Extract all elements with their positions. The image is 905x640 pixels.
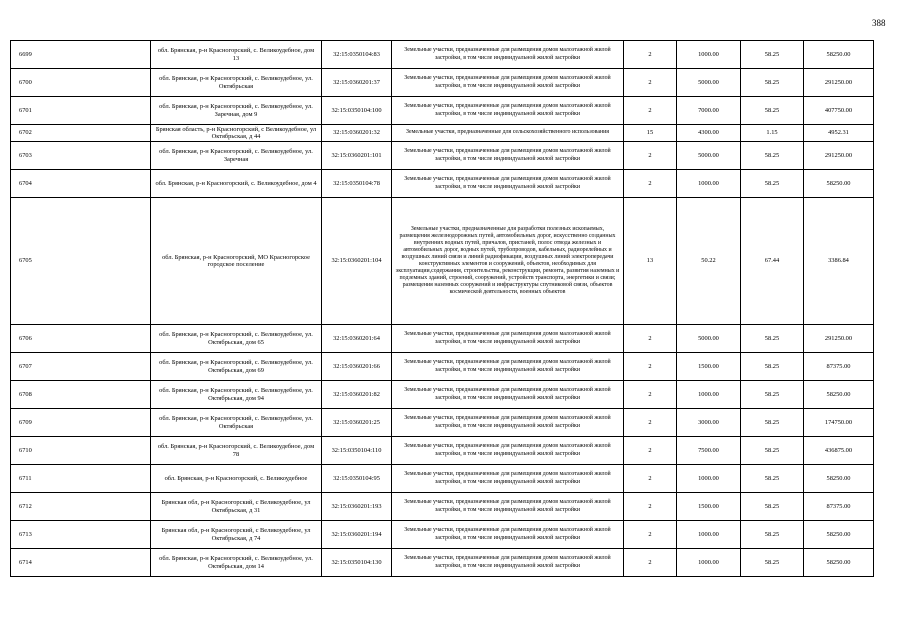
group-cell: 2 xyxy=(624,549,677,577)
table-row xyxy=(11,142,874,170)
group-cell: 2 xyxy=(624,41,677,69)
row-number-cell: 6699 xyxy=(11,41,151,69)
table-row xyxy=(11,521,874,549)
row-number-cell: 6703 xyxy=(11,142,151,170)
group-cell: 2 xyxy=(624,97,677,125)
specific-value-cell: 1.15 xyxy=(741,125,804,142)
area-cell: 1500.00 xyxy=(677,353,741,381)
cadastral-value-cell: 436875.00 xyxy=(804,437,874,465)
table-row xyxy=(11,493,874,521)
land-use-cell: Земельные участки, предназначенные для размещения домов малоэтажной жилой застройки, в том числе индивидуальной жилой застройки xyxy=(392,353,624,381)
row-number-cell: 6714 xyxy=(11,549,151,577)
land-use-cell: Земельные участки, предназначенные для сельскохозяйственного использования xyxy=(392,125,624,142)
group-cell: 2 xyxy=(624,521,677,549)
table-row xyxy=(11,41,874,69)
cadastral-value-cell: 58250.00 xyxy=(804,41,874,69)
area-cell: 4300.00 xyxy=(677,125,741,142)
specific-value-cell: 58.25 xyxy=(741,41,804,69)
cadastral-number-cell: 32:15:0350104:130 xyxy=(322,549,392,577)
group-cell: 2 xyxy=(624,493,677,521)
table-row xyxy=(11,125,874,142)
table-body xyxy=(11,41,874,577)
row-number-cell: 6712 xyxy=(11,493,151,521)
group-cell: 2 xyxy=(624,409,677,437)
specific-value-cell: 58.25 xyxy=(741,69,804,97)
row-number-cell: 6713 xyxy=(11,521,151,549)
row-number-cell: 6701 xyxy=(11,97,151,125)
row-number-cell: 6704 xyxy=(11,170,151,198)
address-cell: Брянская область, р-н Красногорский, с Великоудебное, ул Октябрьская, д 44 xyxy=(151,125,322,142)
table-row xyxy=(11,409,874,437)
row-number-cell: 6700 xyxy=(11,69,151,97)
cadastral-number-cell: 32:15:0350104:100 xyxy=(322,97,392,125)
area-cell: 1000.00 xyxy=(677,381,741,409)
land-use-cell: Земельные участки, предназначенные для размещения домов малоэтажной жилой застройки, в том числе индивидуальной жилой застройки xyxy=(392,97,624,125)
address-cell: обл. Брянская, р-н Красногорский, с. Великоудебное, ул. Октябрьская, дом 94 xyxy=(151,381,322,409)
cadastral-value-cell: 407750.00 xyxy=(804,97,874,125)
address-cell: обл. Брянская, р-н Красногорский, с. Великоудебное xyxy=(151,465,322,493)
group-cell: 2 xyxy=(624,170,677,198)
address-cell: обл. Брянская, р-н Красногорский, с. Великоудебное, ул. Октябрьская, дом 65 xyxy=(151,325,322,353)
table-row xyxy=(11,549,874,577)
specific-value-cell: 58.25 xyxy=(741,325,804,353)
table-row xyxy=(11,437,874,465)
row-number-cell: 6710 xyxy=(11,437,151,465)
row-number-cell: 6711 xyxy=(11,465,151,493)
table-row xyxy=(11,381,874,409)
specific-value-cell: 58.25 xyxy=(741,97,804,125)
group-cell: 2 xyxy=(624,381,677,409)
land-use-cell: Земельные участки, предназначенные для размещения домов малоэтажной жилой застройки, в том числе индивидуальной жилой застройки xyxy=(392,521,624,549)
cadastral-number-cell: 32:15:0360201:66 xyxy=(322,353,392,381)
cadastral-value-cell: 4952.31 xyxy=(804,125,874,142)
row-number-cell: 6706 xyxy=(11,325,151,353)
cadastral-number-cell: 32:15:0360201:193 xyxy=(322,493,392,521)
cadastral-number-cell: 32:15:0350104:110 xyxy=(322,437,392,465)
cadastral-number-cell: 32:15:0360201:82 xyxy=(322,381,392,409)
cadastral-value-cell: 58250.00 xyxy=(804,381,874,409)
group-cell: 13 xyxy=(624,198,677,325)
specific-value-cell: 58.25 xyxy=(741,549,804,577)
address-cell: Брянская обл, р-н Красногорский, с Великоудебное, ул Октябрьская, д 31 xyxy=(151,493,322,521)
specific-value-cell: 58.25 xyxy=(741,381,804,409)
cadastral-number-cell: 32:15:0360201:101 xyxy=(322,142,392,170)
cadastral-value-cell: 87375.00 xyxy=(804,353,874,381)
cadastral-value-cell: 291250.00 xyxy=(804,142,874,170)
cadastral-value-cell: 58250.00 xyxy=(804,465,874,493)
cadastral-number-cell: 32:15:0350104:78 xyxy=(322,170,392,198)
group-cell: 2 xyxy=(624,353,677,381)
area-cell: 1000.00 xyxy=(677,521,741,549)
specific-value-cell: 58.25 xyxy=(741,465,804,493)
group-cell: 2 xyxy=(624,325,677,353)
group-cell: 2 xyxy=(624,69,677,97)
land-use-cell: Земельные участки, предназначенные для размещения домов малоэтажной жилой застройки, в том числе индивидуальной жилой застройки xyxy=(392,69,624,97)
land-use-cell: Земельные участки, предназначенные для разработки полезных ископаемых, размещения железнодорожных путей, автомобильных дорог, искусственно созданных внутренних водных путей, причалов, пристаней, полос отвода железных и автомобильных дорог, водных путей, трубопроводов, кабельных, радиорелейных и воздушных линий связи и линий радиофикации, воздушных линий электропередачи конструктивных элементов и сооружений, объектов, необходимых для эксплуатации,содержания, строительства, реконструкции, ремонта, развития наземных и подземных зданий, строений, сооружений, устройств транспорта, энергетики и связи; размещения наземных сооружений и инфраструктуры спутниковой связи, объектов космической деятельности, военных объектов xyxy=(392,198,624,325)
table-row xyxy=(11,69,874,97)
land-use-cell: Земельные участки, предназначенные для размещения домов малоэтажной жилой застройки, в том числе индивидуальной жилой застройки xyxy=(392,437,624,465)
land-use-cell: Земельные участки, предназначенные для размещения домов малоэтажной жилой застройки, в том числе индивидуальной жилой застройки xyxy=(392,409,624,437)
row-number-cell: 6707 xyxy=(11,353,151,381)
cadastral-number-cell: 32:15:0360201:64 xyxy=(322,325,392,353)
cadastral-number-cell: 32:15:0360201:25 xyxy=(322,409,392,437)
cadastral-value-cell: 58250.00 xyxy=(804,521,874,549)
specific-value-cell: 58.25 xyxy=(741,437,804,465)
address-cell: обл. Брянская, р-н Красногорский, с. Великоудебное, дом 13 xyxy=(151,41,322,69)
group-cell: 2 xyxy=(624,437,677,465)
group-cell: 15 xyxy=(624,125,677,142)
specific-value-cell: 58.25 xyxy=(741,493,804,521)
cadastral-value-cell: 3386.84 xyxy=(804,198,874,325)
cadastral-number-cell: 32:15:0360201:32 xyxy=(322,125,392,142)
specific-value-cell: 58.25 xyxy=(741,170,804,198)
cadastral-number-cell: 32:15:0360201:37 xyxy=(322,69,392,97)
page-number: 388 xyxy=(872,18,886,28)
address-cell: обл. Брянская, р-н Красногорский, МО Красногорское городское поселение xyxy=(151,198,322,325)
address-cell: обл. Брянская, р-н Красногорский, с. Великоудебное, дом 4 xyxy=(151,170,322,198)
specific-value-cell: 58.25 xyxy=(741,409,804,437)
row-number-cell: 6708 xyxy=(11,381,151,409)
cadastral-number-cell: 32:15:0350104:83 xyxy=(322,41,392,69)
cadastral-value-cell: 58250.00 xyxy=(804,549,874,577)
land-use-cell: Земельные участки, предназначенные для размещения домов малоэтажной жилой застройки, в том числе индивидуальной жилой застройки xyxy=(392,170,624,198)
land-use-cell: Земельные участки, предназначенные для размещения домов малоэтажной жилой застройки, в том числе индивидуальной жилой застройки xyxy=(392,465,624,493)
cadastral-value-cell: 174750.00 xyxy=(804,409,874,437)
table-row xyxy=(11,170,874,198)
specific-value-cell: 67.44 xyxy=(741,198,804,325)
area-cell: 3000.00 xyxy=(677,409,741,437)
land-use-cell: Земельные участки, предназначенные для размещения домов малоэтажной жилой застройки, в том числе индивидуальной жилой застройки xyxy=(392,381,624,409)
address-cell: обл. Брянская, р-н Красногорский, с. Великоудебное, ул. Заречная xyxy=(151,142,322,170)
cadastral-value-cell: 291250.00 xyxy=(804,69,874,97)
address-cell: обл. Брянская, р-н Красногорский, с. Великоудебное, ул. Октябрьская xyxy=(151,409,322,437)
row-number-cell: 6702 xyxy=(11,125,151,142)
land-use-cell: Земельные участки, предназначенные для размещения домов малоэтажной жилой застройки, в том числе индивидуальной жилой застройки xyxy=(392,325,624,353)
area-cell: 1000.00 xyxy=(677,170,741,198)
group-cell: 2 xyxy=(624,142,677,170)
land-use-cell: Земельные участки, предназначенные для размещения домов малоэтажной жилой застройки, в том числе индивидуальной жилой застройки xyxy=(392,41,624,69)
row-number-cell: 6709 xyxy=(11,409,151,437)
cadastral-value-cell: 291250.00 xyxy=(804,325,874,353)
specific-value-cell: 58.25 xyxy=(741,353,804,381)
table-row xyxy=(11,198,874,325)
cadastral-number-cell: 32:15:0350104:95 xyxy=(322,465,392,493)
area-cell: 1000.00 xyxy=(677,549,741,577)
row-number-cell: 6705 xyxy=(11,198,151,325)
table-row xyxy=(11,97,874,125)
land-use-cell: Земельные участки, предназначенные для размещения домов малоэтажной жилой застройки, в том числе индивидуальной жилой застройки xyxy=(392,549,624,577)
group-cell: 2 xyxy=(624,465,677,493)
area-cell: 1500.00 xyxy=(677,493,741,521)
table-row xyxy=(11,325,874,353)
area-cell: 5000.00 xyxy=(677,325,741,353)
land-use-cell: Земельные участки, предназначенные для размещения домов малоэтажной жилой застройки, в том числе индивидуальной жилой застройки xyxy=(392,142,624,170)
area-cell: 50.22 xyxy=(677,198,741,325)
address-cell: обл. Брянская, р-н Красногорский, с. Великоудебное, ул. Октябрьская xyxy=(151,69,322,97)
area-cell: 1000.00 xyxy=(677,465,741,493)
cadastral-value-cell: 58250.00 xyxy=(804,170,874,198)
area-cell: 1000.00 xyxy=(677,41,741,69)
address-cell: обл. Брянская, р-н Красногорский, с. Великоудебное, ул. Октябрьская, дом 14 xyxy=(151,549,322,577)
area-cell: 5000.00 xyxy=(677,142,741,170)
specific-value-cell: 58.25 xyxy=(741,521,804,549)
area-cell: 7000.00 xyxy=(677,97,741,125)
area-cell: 7500.00 xyxy=(677,437,741,465)
address-cell: обл. Брянская, р-н Красногорский, с. Великоудебное, ул. Заречная, дом 9 xyxy=(151,97,322,125)
cadastral-number-cell: 32:15:0360201:104 xyxy=(322,198,392,325)
table-row xyxy=(11,353,874,381)
area-cell: 5000.00 xyxy=(677,69,741,97)
land-plots-table xyxy=(10,40,874,577)
land-use-cell: Земельные участки, предназначенные для размещения домов малоэтажной жилой застройки, в том числе индивидуальной жилой застройки xyxy=(392,493,624,521)
address-cell: обл. Брянская, р-н Красногорский, с. Великоудебное, ул. Октябрьская, дом 69 xyxy=(151,353,322,381)
address-cell: обл. Брянская, р-н Красногорский, с. Великоудебное, дом 78 xyxy=(151,437,322,465)
address-cell: Брянская обл, р-н Красногорский, с Великоудебное, ул Октябрьская, д 74 xyxy=(151,521,322,549)
specific-value-cell: 58.25 xyxy=(741,142,804,170)
table-row xyxy=(11,465,874,493)
cadastral-value-cell: 87375.00 xyxy=(804,493,874,521)
cadastral-number-cell: 32:15:0360201:194 xyxy=(322,521,392,549)
